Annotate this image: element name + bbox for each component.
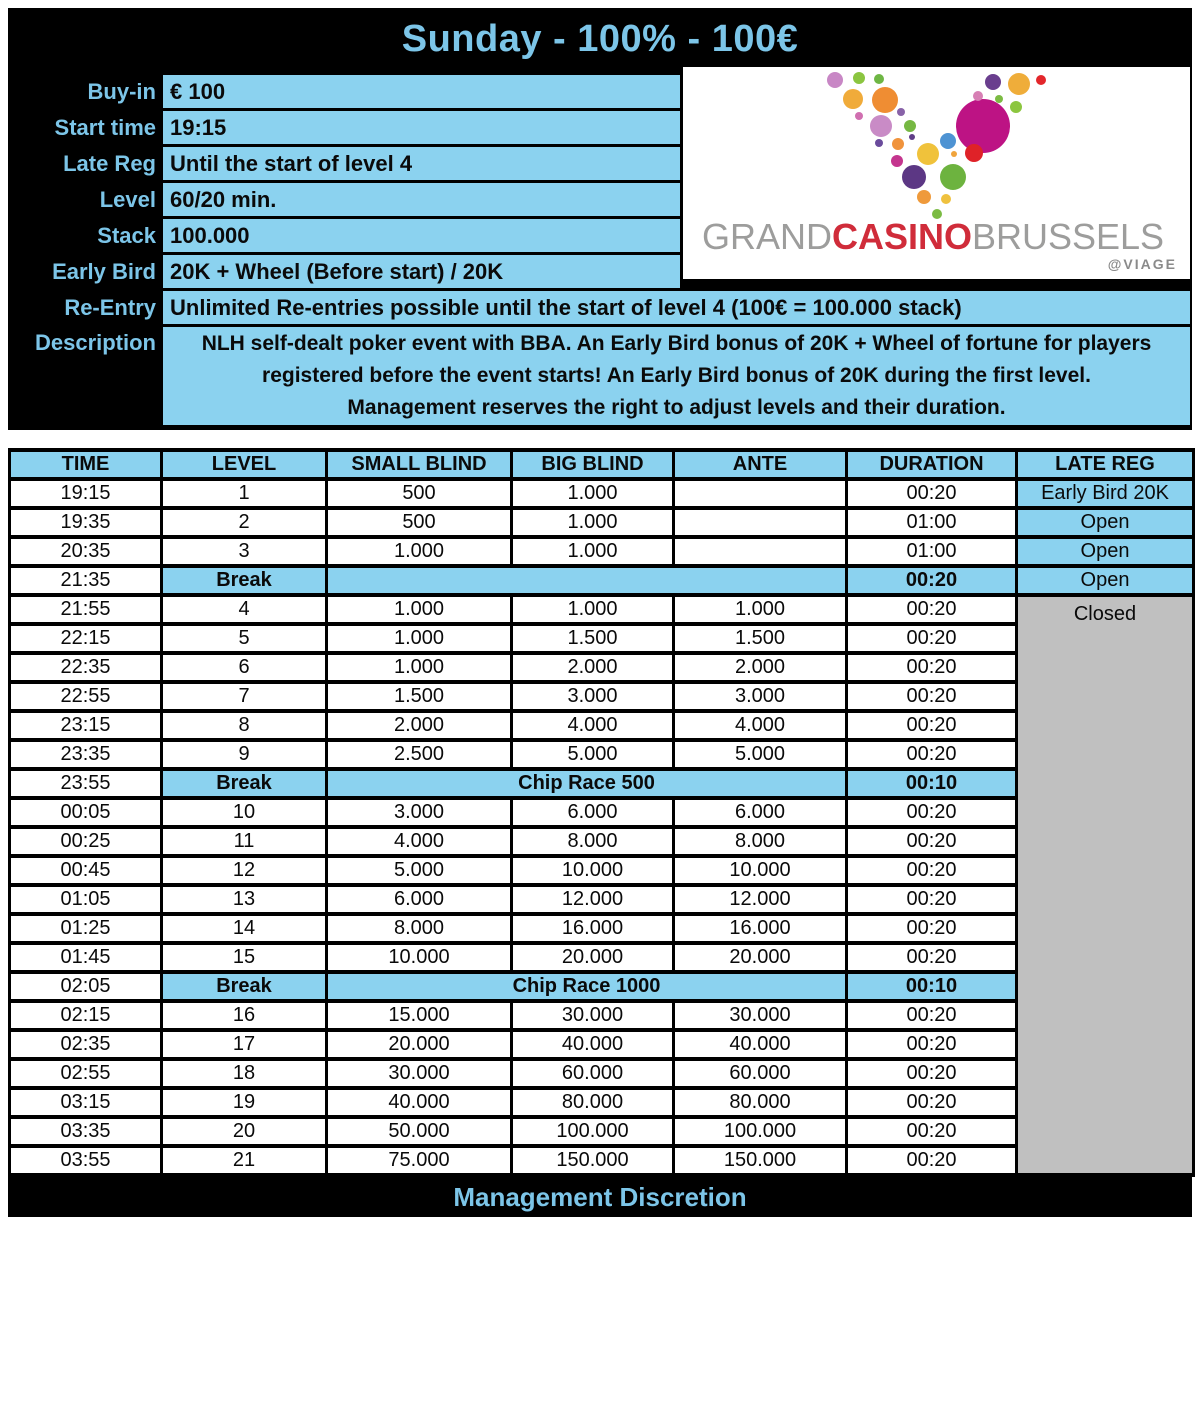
- time-cell: 03:55: [10, 1146, 162, 1175]
- header-cell-big-blind: BIG BLIND: [512, 450, 674, 479]
- table-row: [10, 624, 1194, 653]
- info-label: Early Bird: [52, 259, 156, 284]
- ante-cell: 6.000: [674, 798, 847, 827]
- table-row: [10, 1117, 1194, 1146]
- big-blind-cell: 8.000: [512, 827, 674, 856]
- duration-cell: 00:20: [847, 856, 1017, 885]
- small-blind-cell: 1.000: [327, 624, 512, 653]
- table-row: [10, 943, 1194, 972]
- level-cell: 6: [162, 653, 327, 682]
- ante-cell: 3.000: [674, 682, 847, 711]
- duration-cell: 00:20: [847, 479, 1017, 508]
- table-row: [10, 1146, 1194, 1175]
- duration-cell: 01:00: [847, 508, 1017, 537]
- break-span-cell: [327, 566, 847, 595]
- duration-cell: 00:20: [847, 595, 1017, 624]
- info-value: 19:15: [163, 111, 680, 144]
- big-blind-cell: 1.000: [512, 595, 674, 624]
- time-cell: 02:15: [10, 1001, 162, 1030]
- small-blind-cell: 5.000: [327, 856, 512, 885]
- time-cell: 01:45: [10, 943, 162, 972]
- ante-cell: 8.000: [674, 827, 847, 856]
- ante-cell: 12.000: [674, 885, 847, 914]
- ante-cell: 40.000: [674, 1030, 847, 1059]
- duration-cell: 00:20: [847, 1030, 1017, 1059]
- schedule-section: [8, 448, 1192, 1217]
- level-cell: 16: [162, 1001, 327, 1030]
- level-cell: 12: [162, 856, 327, 885]
- time-cell: 00:25: [10, 827, 162, 856]
- duration-cell: 00:20: [847, 624, 1017, 653]
- description-line: NLH self-dealt poker event with BBA. An Early Bird bonus of 20K + Wheel of fortune for players: [201, 332, 1152, 355]
- table-row: [10, 566, 1194, 595]
- big-blind-cell: 80.000: [512, 1088, 674, 1117]
- break-span-cell: Chip Race 500: [327, 769, 847, 798]
- ante-cell: 5.000: [674, 740, 847, 769]
- break-label-cell: Break: [162, 769, 327, 798]
- casino-logo: [683, 67, 1190, 279]
- duration-cell: 00:10: [847, 769, 1017, 798]
- logo-v-dots: [827, 72, 1046, 219]
- level-cell: 13: [162, 885, 327, 914]
- table-row: [10, 653, 1194, 682]
- ante-cell: [674, 479, 847, 508]
- small-blind-cell: 30.000: [327, 1059, 512, 1088]
- level-cell: 18: [162, 1059, 327, 1088]
- time-cell: 00:05: [10, 798, 162, 827]
- small-blind-cell: 6.000: [327, 885, 512, 914]
- small-blind-cell: 2.500: [327, 740, 512, 769]
- level-cell: 5: [162, 624, 327, 653]
- big-blind-cell: 60.000: [512, 1059, 674, 1088]
- ante-cell: 1.500: [674, 624, 847, 653]
- big-blind-cell: 5.000: [512, 740, 674, 769]
- header-cell-duration: DURATION: [847, 450, 1017, 479]
- table-row: [10, 1059, 1194, 1088]
- time-cell: 02:35: [10, 1030, 162, 1059]
- duration-cell: 00:10: [847, 972, 1017, 1001]
- level-cell: 15: [162, 943, 327, 972]
- time-cell: 22:35: [10, 653, 162, 682]
- table-row: [10, 1088, 1194, 1117]
- big-blind-cell: 4.000: [512, 711, 674, 740]
- time-cell: 19:35: [10, 508, 162, 537]
- late-reg-cell: Open: [1017, 566, 1194, 595]
- big-blind-cell: 1.000: [512, 479, 674, 508]
- big-blind-cell: 2.000: [512, 653, 674, 682]
- info-row-description: [8, 327, 1192, 425]
- time-cell: 23:15: [10, 711, 162, 740]
- ante-cell: 1.000: [674, 595, 847, 624]
- table-row: [10, 798, 1194, 827]
- ante-cell: 20.000: [674, 943, 847, 972]
- info-value: € 100: [163, 75, 680, 108]
- management-footer: Management Discretion: [8, 1177, 1192, 1217]
- ante-cell: 2.000: [674, 653, 847, 682]
- table-row: [10, 769, 1194, 798]
- table-row: [10, 972, 1194, 1001]
- description-line: Management reserves the right to adjust levels and their duration.: [347, 396, 1006, 419]
- description-line: registered before the event starts! An Early Bird bonus of 20K during the first level.: [262, 364, 1091, 387]
- duration-cell: 00:20: [847, 1146, 1017, 1175]
- time-cell: 02:55: [10, 1059, 162, 1088]
- small-blind-cell: 8.000: [327, 914, 512, 943]
- small-blind-cell: 500: [327, 479, 512, 508]
- small-blind-cell: 1.500: [327, 682, 512, 711]
- small-blind-cell: 2.000: [327, 711, 512, 740]
- small-blind-cell: 10.000: [327, 943, 512, 972]
- big-blind-cell: 3.000: [512, 682, 674, 711]
- level-cell: 3: [162, 537, 327, 566]
- time-cell: 21:35: [10, 566, 162, 595]
- level-cell: 19: [162, 1088, 327, 1117]
- info-label: Stack: [97, 223, 156, 248]
- big-blind-cell: 1.500: [512, 624, 674, 653]
- small-blind-cell: 15.000: [327, 1001, 512, 1030]
- description-label: Description: [34, 330, 156, 355]
- break-label-cell: Break: [162, 566, 327, 595]
- duration-cell: 00:20: [847, 653, 1017, 682]
- time-cell: 23:35: [10, 740, 162, 769]
- time-cell: 03:35: [10, 1117, 162, 1146]
- duration-cell: 00:20: [847, 711, 1017, 740]
- table-row: [10, 508, 1194, 537]
- ante-cell: 10.000: [674, 856, 847, 885]
- small-blind-cell: 40.000: [327, 1088, 512, 1117]
- level-cell: 14: [162, 914, 327, 943]
- small-blind-cell: 4.000: [327, 827, 512, 856]
- ante-cell: 4.000: [674, 711, 847, 740]
- small-blind-cell: 20.000: [327, 1030, 512, 1059]
- ante-cell: 100.000: [674, 1117, 847, 1146]
- time-cell: 01:05: [10, 885, 162, 914]
- info-label: Level: [99, 187, 156, 212]
- header-cell-ante: ANTE: [674, 450, 847, 479]
- info-label: Buy-in: [87, 79, 156, 104]
- small-blind-cell: 50.000: [327, 1117, 512, 1146]
- big-blind-cell: 40.000: [512, 1030, 674, 1059]
- late-reg-status: Closed: [1073, 603, 1137, 625]
- header-cell-level: LEVEL: [162, 450, 327, 479]
- level-cell: 9: [162, 740, 327, 769]
- duration-cell: 00:20: [847, 1088, 1017, 1117]
- schedule-table: [8, 448, 1195, 1177]
- time-cell: 19:15: [10, 479, 162, 508]
- duration-cell: 00:20: [847, 914, 1017, 943]
- time-cell: 20:35: [10, 537, 162, 566]
- level-cell: 8: [162, 711, 327, 740]
- duration-cell: 01:00: [847, 537, 1017, 566]
- event-title: Sunday - 100% - 100€: [401, 18, 799, 60]
- break-label-cell: Break: [162, 972, 327, 1001]
- small-blind-cell: 3.000: [327, 798, 512, 827]
- logo-wordmark: GRANDCASINOBRUSSELS: [701, 216, 1165, 257]
- header-cell-late-reg: LATE REG: [1017, 450, 1194, 479]
- duration-cell: 00:20: [847, 740, 1017, 769]
- ante-cell: 30.000: [674, 1001, 847, 1030]
- level-cell: 11: [162, 827, 327, 856]
- duration-cell: 00:20: [847, 1001, 1017, 1030]
- level-cell: 10: [162, 798, 327, 827]
- info-value: 60/20 min.: [163, 183, 680, 216]
- break-span-cell: Chip Race 1000: [327, 972, 847, 1001]
- big-blind-cell: 20.000: [512, 943, 674, 972]
- ante-cell: [674, 508, 847, 537]
- re-entry-label: Re-Entry: [64, 295, 156, 320]
- big-blind-cell: 30.000: [512, 1001, 674, 1030]
- big-blind-cell: 10.000: [512, 856, 674, 885]
- duration-cell: 00:20: [847, 943, 1017, 972]
- table-row: [10, 1001, 1194, 1030]
- late-reg-cell: Open: [1017, 508, 1194, 537]
- logo-subtext: @VIAGE: [1107, 256, 1177, 272]
- table-row: [10, 740, 1194, 769]
- table-row: [10, 1030, 1194, 1059]
- header-cell-time: TIME: [10, 450, 162, 479]
- time-cell: 00:45: [10, 856, 162, 885]
- small-blind-cell: 1.000: [327, 653, 512, 682]
- small-blind-cell: 75.000: [327, 1146, 512, 1175]
- small-blind-cell: 500: [327, 508, 512, 537]
- duration-cell: 00:20: [847, 885, 1017, 914]
- big-blind-cell: 6.000: [512, 798, 674, 827]
- table-row: [10, 827, 1194, 856]
- time-cell: 22:55: [10, 682, 162, 711]
- ante-cell: 80.000: [674, 1088, 847, 1117]
- header-cell-small-blind: SMALL BLIND: [327, 450, 512, 479]
- level-cell: 20: [162, 1117, 327, 1146]
- table-row: [10, 856, 1194, 885]
- big-blind-cell: 150.000: [512, 1146, 674, 1175]
- info-label: Start time: [54, 115, 156, 140]
- duration-cell: 00:20: [847, 798, 1017, 827]
- info-value: 100.000: [163, 219, 680, 252]
- duration-cell: 00:20: [847, 1059, 1017, 1088]
- small-blind-cell: 1.000: [327, 595, 512, 624]
- schedule-header-row: [10, 450, 1194, 479]
- ante-cell: 16.000: [674, 914, 847, 943]
- duration-cell: 00:20: [847, 1117, 1017, 1146]
- ante-cell: 150.000: [674, 1146, 847, 1175]
- ante-cell: 60.000: [674, 1059, 847, 1088]
- info-value: Until the start of level 4: [163, 147, 680, 180]
- info-value: 20K + Wheel (Before start) / 20K: [163, 255, 680, 288]
- time-cell: 21:55: [10, 595, 162, 624]
- time-cell: 23:55: [10, 769, 162, 798]
- time-cell: 02:05: [10, 972, 162, 1001]
- duration-cell: 00:20: [847, 566, 1017, 595]
- table-row: [10, 885, 1194, 914]
- table-row: [10, 479, 1194, 508]
- table-row: [10, 914, 1194, 943]
- big-blind-cell: 12.000: [512, 885, 674, 914]
- level-cell: 21: [162, 1146, 327, 1175]
- big-blind-cell: 1.000: [512, 537, 674, 566]
- time-cell: 03:15: [10, 1088, 162, 1117]
- top-panel: [8, 8, 1192, 430]
- info-label: Late Reg: [63, 151, 156, 176]
- level-cell: 7: [162, 682, 327, 711]
- big-blind-cell: 100.000: [512, 1117, 674, 1146]
- duration-cell: 00:20: [847, 682, 1017, 711]
- table-row: [10, 682, 1194, 711]
- level-cell: 2: [162, 508, 327, 537]
- table-row: [10, 711, 1194, 740]
- late-reg-cell: Open: [1017, 537, 1194, 566]
- duration-cell: 00:20: [847, 827, 1017, 856]
- big-blind-cell: 16.000: [512, 914, 674, 943]
- info-row-re-entry: [8, 291, 1192, 324]
- time-cell: 01:25: [10, 914, 162, 943]
- description-value: [163, 327, 1190, 425]
- big-blind-cell: 1.000: [512, 508, 674, 537]
- table-row: [10, 537, 1194, 566]
- time-cell: 22:15: [10, 624, 162, 653]
- level-cell: 17: [162, 1030, 327, 1059]
- ante-cell: [674, 537, 847, 566]
- late-reg-closed-block: [1017, 595, 1194, 1175]
- small-blind-cell: 1.000: [327, 537, 512, 566]
- logo-svg: [683, 67, 1190, 279]
- table-row: [10, 595, 1194, 624]
- level-cell: 1: [162, 479, 327, 508]
- late-reg-cell: Early Bird 20K: [1017, 479, 1194, 508]
- re-entry-value: Unlimited Re-entries possible until the start of level 4 (100€ = 100.000 stack): [163, 291, 1190, 324]
- level-cell: 4: [162, 595, 327, 624]
